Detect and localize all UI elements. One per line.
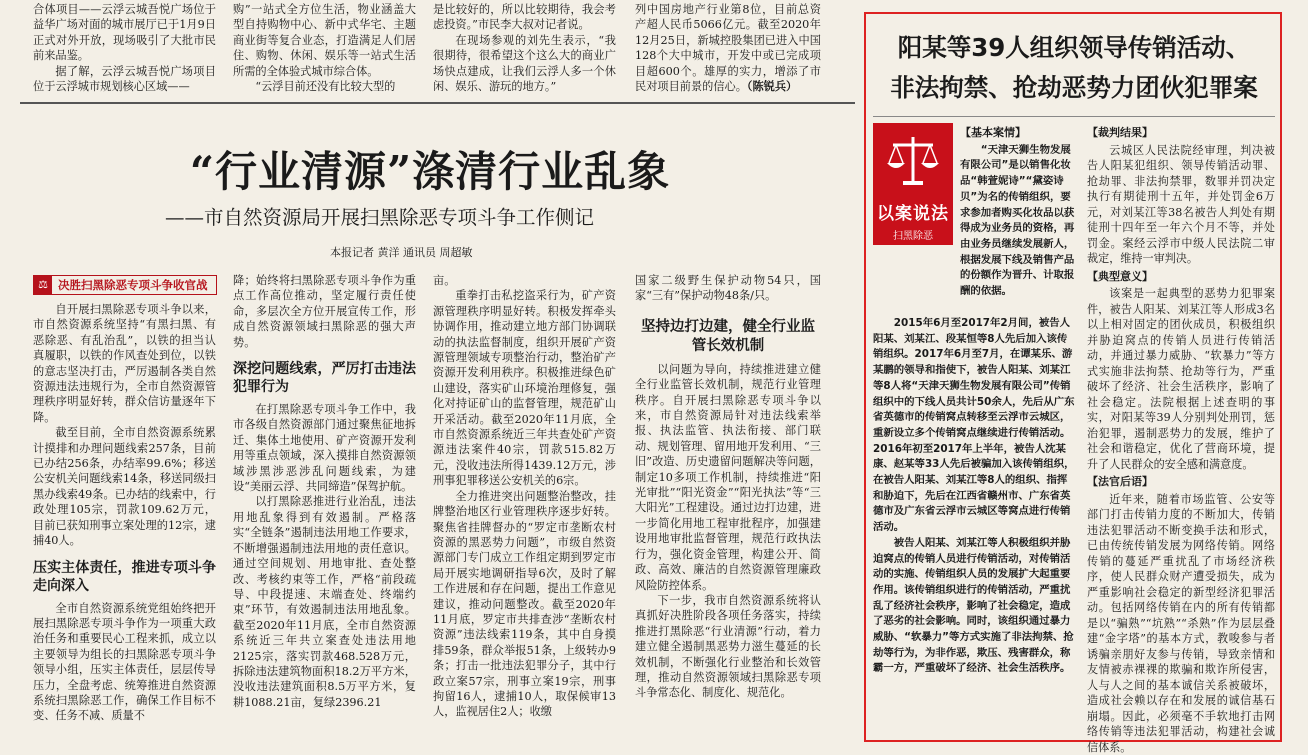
paragraph: “云浮目前还没有比较大型的: [255, 80, 396, 94]
paragraph: 云城区人民法院经审理，判决被告人阳某犯组织、领导传销活动罪、抢劫罪、非法拘禁罪，数罪并罚决定执行有期徒刑十五年，并处罚金6万元，对刘某江等38名被告人判处有期徒刑十四年至一年六个月不等，并处罚金。案经云浮市中级人民法院二审裁定，维持一审判决。: [1087, 143, 1275, 265]
paragraph: 以问题为导向，持续推进建立健全行业监管长效机制，规范行业管理秩序。自开展扫黑除恶专项斗争以来，市自然资源局针对违法线索举报、执法监管、执法衔接、部门联动、规划管理、留用地开发利用、“三旧”改造、历史遗留问题解决等问题，制定10多项工作机制，持续推进“阳光审批”“阳光资金”“阳光执法”等“三大阳光”工程建设。通过边打边建，进一步简化用地工程审批程序，加强建设用地审批监督管理，规范行政执法行为，强化资金管理，构建公开、简政、高效、廉洁的自然资源管理廉政风险防控体系。: [635, 362, 821, 592]
article-headline: “行业清源”涤清行业乱象: [189, 147, 671, 196]
paragraph: 2015年6月至2017年2月间，被告人阳某、刘某江、段某恒等8人先后加入该传销组织。2017年6月至7月，在谭某乐、游某鹏的领导和指使下，被告人阳某、刘某江等8人将“天津天狮生物发展有限公司”传销组织中的下线人员共计50余人，先后从广东省英德市的传销窝点转移至云浮市云城区，重新设立多个传销窝点继续进行传销活动。2016年初至2017年上半年，被告人沈某康、赵某等33人先后被骗加入该传销组织，在被告人阳某、刘某江等8人的组织、指挥和胁迫下，先后在江西省赣州市、广东省英德市及广东省云浮市云城区等窝点进行传销活动。: [873, 317, 1075, 534]
column-tag-label: 决胜扫黑除恶专项斗争收官战: [58, 278, 208, 292]
paragraph: 全力推进突出问题整治整改，挂牌整治地区行业管理秩序逐步好转。聚焦省挂牌督办的“罗定市垄断农村资源的黑恶势力问题”，市级自然资源部门专门成立工作组定期到罗定市局开展实地调研指导6次，及时了解工作进展和存在问题，提出工作意见建议，推动问题整改。截至2020年11月底，罗定市共排查涉“垄断农村资源”违法线索119条，其中自身摸排59条，群众举报51条，上级转办9条；打击一批违法犯罪分子，其中行政立案57宗，刑事立案19宗，刑事拘留16人，逮捕10人，取保候审13人，监视居住2人；收缴: [433, 489, 616, 719]
logo-subtitle: 扫黑除恶: [893, 231, 933, 242]
paragraph: 重拳打击私挖盗采行为，矿产资源管理秩序明显好转。积极发挥牵头协调作用，推动建立地方部门协调联动的执法监督制度，组织开展矿产资源管理领域专项整治行动，整治矿产资源开发利用秩序。积极推进绿色矿山建设，落实矿山环境治理修复，强化对持证矿山的监督管理，规范矿山开采活动。截至2020年11月底，全市自然资源系统近三年共查处矿产资源违法案件40宗，罚款515.82万元，没收违法所得1439.12万元，涉刑事犯罪移送公安机关的6宗。: [433, 289, 616, 488]
paragraph: 据了解，云浮云城吾悦广场项目位于云浮城市规划核心区域——: [33, 64, 216, 94]
article-subhead: ——市自然资源局开展扫黑除恶专项斗争工作侧记: [165, 206, 595, 229]
case-right-column: [1087, 123, 1275, 754]
column-tag: [33, 275, 217, 295]
section-heading: 【法官后语】: [1087, 475, 1153, 488]
top-column-2: [233, 2, 416, 92]
section-heading: 深挖问题线索，严厉打击违法犯罪行为: [233, 361, 416, 396]
paragraph: 降；始终将扫黑除恶专项斗争作为重点工作高位推动，坚定履行责任使命，多层次全方位开展宣传工作，形成自然资源领域扫黑除恶的强大声势。: [233, 274, 416, 349]
scales-of-justice-icon: [883, 131, 943, 191]
top-column-3: [433, 2, 616, 92]
section-heading: 压实主体责任，推进专项斗争走向深入: [33, 559, 216, 594]
logo-title: 以案说法: [877, 204, 949, 224]
case-basic-facts: [873, 274, 1077, 744]
paragraph: [635, 2, 821, 94]
paragraph: “天津天狮生物发展有限公司”是以销售化妆品“韩萱妮诗”“黛姿诗贝”为名的传销组织，要求参加者购买化妆品以获得成为业务员的资格，再由业务员继续发展新人，根据发展下线及销售产品的份额作为晋升、计取报酬的依据。: [960, 143, 1075, 298]
article-column-4: [635, 273, 821, 753]
paragraph: 合体项目——云浮云城吾悦广场位于益华广场对面的城市展厅已于1月9日正式对外开放，现场吸引了大批市民前来品鉴。: [33, 3, 216, 63]
case-logo: [873, 123, 953, 245]
paragraph: 全市自然资源系统党组始终把开展扫黑除恶专项斗争作为一项重大政治任务和重要民心工程来抓，成立以主要领导为组长的扫黑除恶专项斗争领导小组，压实主体责任，层层传导压力，全盘考虑、统筹推进自然资源系统扫黑除恶工作，确保工作目标不变、任务不减、质量不: [33, 601, 216, 723]
section-divider: [20, 102, 855, 104]
case-title: [870, 28, 1278, 108]
top-column-1: [33, 2, 216, 92]
paragraph: 在现场参观的刘先生表示，“我很期待，很希望这个这么大的商业广场快点建成，让我们云浮人多一个休闲、娱乐、游玩的地方。”: [433, 33, 616, 94]
paragraph: 以打黑除恶推进行业治乱，违法用地乱象得到有效遏制。严格落实“全链条”遏制违法用地工作要求，不断增强遏制违法用地的责任意识。通过空间规划、用地审批、查处整改、考核约束等工作，严格“前段疏导、中段提速、末端查处、终端约束”环节，有效遏制违法用地乱象。截至2020年11月底，全市自然资源系统近三年共立案查处违法用地2125宗，落实罚款468.528万元，拆除违法建筑物面积18.2万平方米，没收违法建筑面积8.5万平方米，复耕1088.21亩，复绿2396.21: [233, 495, 416, 709]
paragraph: 近年来，随着市场监管、公安等部门打击传销力度的不断加大，传销违法犯罪活动不断变换手法和形式，已由传统传销发展为网络传销。网络传销的蔓延严重扰乱了市场经济秩序，使人民群众财产遭受损失，成为严重影响社会稳定的新型经济犯罪活动。包括网络传销在内的所有传销都是以“骗熟”“坑熟”“杀熟”作为层层叠建“金字塔”的基本方式，教唆参与者诱骗亲朋好友参与传销，导致亲情和友情被赤裸裸的欺骗和欺诈所侵害，人与人之间的基本诚信关系被破坏，造成社会赖以存在和发展的诚信基石崩塌。因此，必须毫不手软地打击网络传销等违法犯罪活动，构建社会诚信体系。: [1087, 492, 1275, 754]
case-title-line: 阳某等39人组织领导传销活动、: [897, 33, 1251, 62]
section-heading: 【基本案情】: [960, 126, 1026, 139]
paragraph: 是比较好的，所以比较期待，我会考虑投资。”市民李大叔对记者说。: [433, 3, 616, 32]
paragraph: 国家二级野生保护动物54只，国家“三有”保护动物48条/只。: [635, 274, 821, 303]
paragraph: 亩。: [433, 274, 456, 287]
paragraph: 截至目前，全市自然资源系统累计摸排和办理问题线索257条，目前已办结256条，办结率99.6%；移送公安机关问题线索14条，移送同级扫黑办线索49条。已办结的线索中，行政处理105宗，罚款109.62万元，目前已获知刑事立案处理的12宗，逮捕40人。: [33, 426, 216, 548]
author-tag: （陈锐兵）: [746, 79, 798, 94]
paragraph: 被告人阳某、刘某江等人积极组织并胁迫窝点的传销人员进行传销活动，对传销活动的实施、传销组织人员的发展扩大起重要作用。该传销组织进行的传销活动，严重扰乱了经济社会秩序，影响了社会稳定，造成了恶劣的社会影响。同时，该组织通过暴力威胁、“软暴力”等方式实施了非法拘禁、抢劫等行为，为非作恶，欺压、残害群众，称霸一方，严重破坏了经济、社会生活秩序。: [873, 536, 1074, 675]
article-column-3: [433, 273, 616, 753]
section-heading: 【裁判结果】: [1087, 126, 1153, 139]
paragraph: 购”一站式全方位生活，物业涵盖大型自持购物中心、新中式华宅、主题商业街等复合业态，打造满足人们居住、购物、休闲、娱乐等一站式生活所需的全体验式城市综合体。: [233, 3, 416, 78]
case-divider: [873, 116, 1275, 117]
section-heading: 【典型意义】: [1087, 269, 1153, 283]
paragraph: 下一步，我市自然资源系统将认真抓好决胜阶段各项任务落实，持续推进打黑除恶“行业清源”行动，着力建立健全遏制黑恶势力滋生蔓延的长效机制，不断强化行业整治和长效管理，推动自然资源领域扫黑除恶专项斗争常态化、制度化、规范化。: [635, 593, 821, 700]
article-byline: 本报记者 黄洋 通讯员 周超敏: [330, 246, 473, 259]
paragraph: 在打黑除恶专项斗争工作中，我市各级自然资源部门通过聚焦征地拆迁、集体土地使用、矿产资源开发利用等重点领域，深入摸排自然资源领域涉黑涉恶涉乱问题线索，为建设“美丽云浮、共同缔造”保驾护航。: [233, 403, 416, 494]
paragraph-text: 列中国房地产行业第8位，目前总资产超人民币5066亿元。截至2020年12月25日，新城控股集团已进入中国128个大中城市，开发中或已完成项目超600个。雄厚的实力，增添了市民对项目前景的信心。: [635, 3, 821, 94]
top-column-4: [635, 2, 821, 92]
paragraph: 该案是一起典型的恶势力犯罪案件，被告人阳某、刘某江等人形成3名以上相对固定的团伙成员，积极组织并胁迫窝点的传销人员进行传销活动，并通过暴力威胁、“软暴力”等方式实施非法拘禁、抢劫等行为，严重破坏了经济、社会生活秩序，影响了社会稳定。法院根据上述查明的事实，对阳某等39人分别判处刑罚，惩治犯罪，遏制恶势力的发展，维护了社会和谐稳定，优化了营商环境，提升了人民群众的安全感和满意度。: [1087, 287, 1275, 471]
section-heading: 坚持边打边建，健全行业监管长效机制: [641, 318, 815, 354]
case-title-line: 非法拘禁、抢劫恶势力团伙犯罪案: [890, 73, 1258, 102]
balance-scale-icon: ⚖: [34, 276, 52, 294]
case-basic-facts-top: [960, 123, 1077, 298]
paragraph: 自开展扫黑除恶专项斗争以来，市自然资源系统坚持“有黑扫黑、有恶除恶、有乱治乱”，以铁的担当认真履职，以铁的作风查处到位，以铁的意志坚决打击，严厉遏制各类自然资源违法违规行为，全市自然资源管理秩序明显好转，群众信访量逐年下降。: [33, 303, 216, 424]
article-column-1: [33, 302, 216, 752]
article-column-2: [233, 273, 416, 753]
